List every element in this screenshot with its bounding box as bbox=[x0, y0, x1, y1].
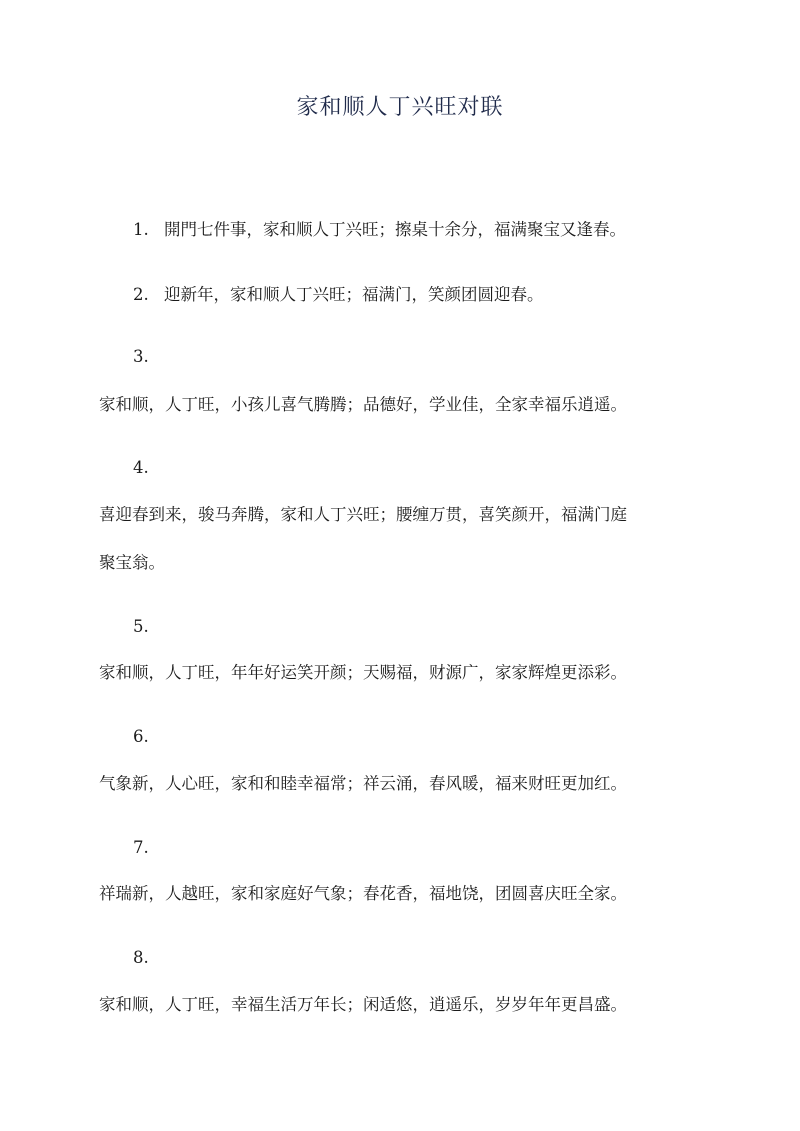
item-text: 迎新年，家和顺人丁兴旺；福满门，笑颜团圆迎春。 bbox=[164, 285, 544, 304]
item-number: 6. bbox=[133, 727, 149, 746]
item-number: 4. bbox=[133, 458, 149, 477]
item-text-line1: 喜迎春到来，骏马奔腾，家和人丁兴旺；腰缠万贯，喜笑颜开，福满门庭 bbox=[99, 505, 627, 524]
item-number: 3. bbox=[133, 347, 149, 366]
item-text: 祥瑞新，人越旺，家和家庭好气象；春花香，福地饶，团圆喜庆旺全家。 bbox=[99, 884, 627, 903]
item-text: 家和顺，人丁旺，小孩儿喜气腾腾；品德好，学业佳，全家幸福乐逍遥。 bbox=[99, 395, 627, 414]
item-number: 1. bbox=[133, 220, 149, 239]
item-text: 气象新，人心旺，家和和睦幸福常；祥云涌，春风暖，福来财旺更加红。 bbox=[99, 774, 627, 793]
item-text-line2: 聚宝翁。 bbox=[99, 553, 165, 572]
list-item bbox=[133, 283, 544, 307]
item-number: 8. bbox=[133, 948, 149, 967]
document-title: 家和顺人丁兴旺对联 bbox=[296, 95, 504, 120]
list-item bbox=[133, 218, 626, 242]
item-number: 7. bbox=[133, 838, 149, 857]
item-number: 5. bbox=[133, 617, 149, 636]
item-text: 開門七件事，家和顺人丁兴旺；擦桌十余分，福满聚宝又逢春。 bbox=[164, 220, 626, 239]
item-number: 2. bbox=[133, 285, 149, 304]
item-text: 家和顺，人丁旺，幸福生活万年长；闲适悠，逍遥乐，岁岁年年更昌盛。 bbox=[99, 995, 627, 1014]
item-text: 家和顺，人丁旺，年年好运笑开颜；天赐福，财源广，家家辉煌更添彩。 bbox=[99, 663, 627, 682]
